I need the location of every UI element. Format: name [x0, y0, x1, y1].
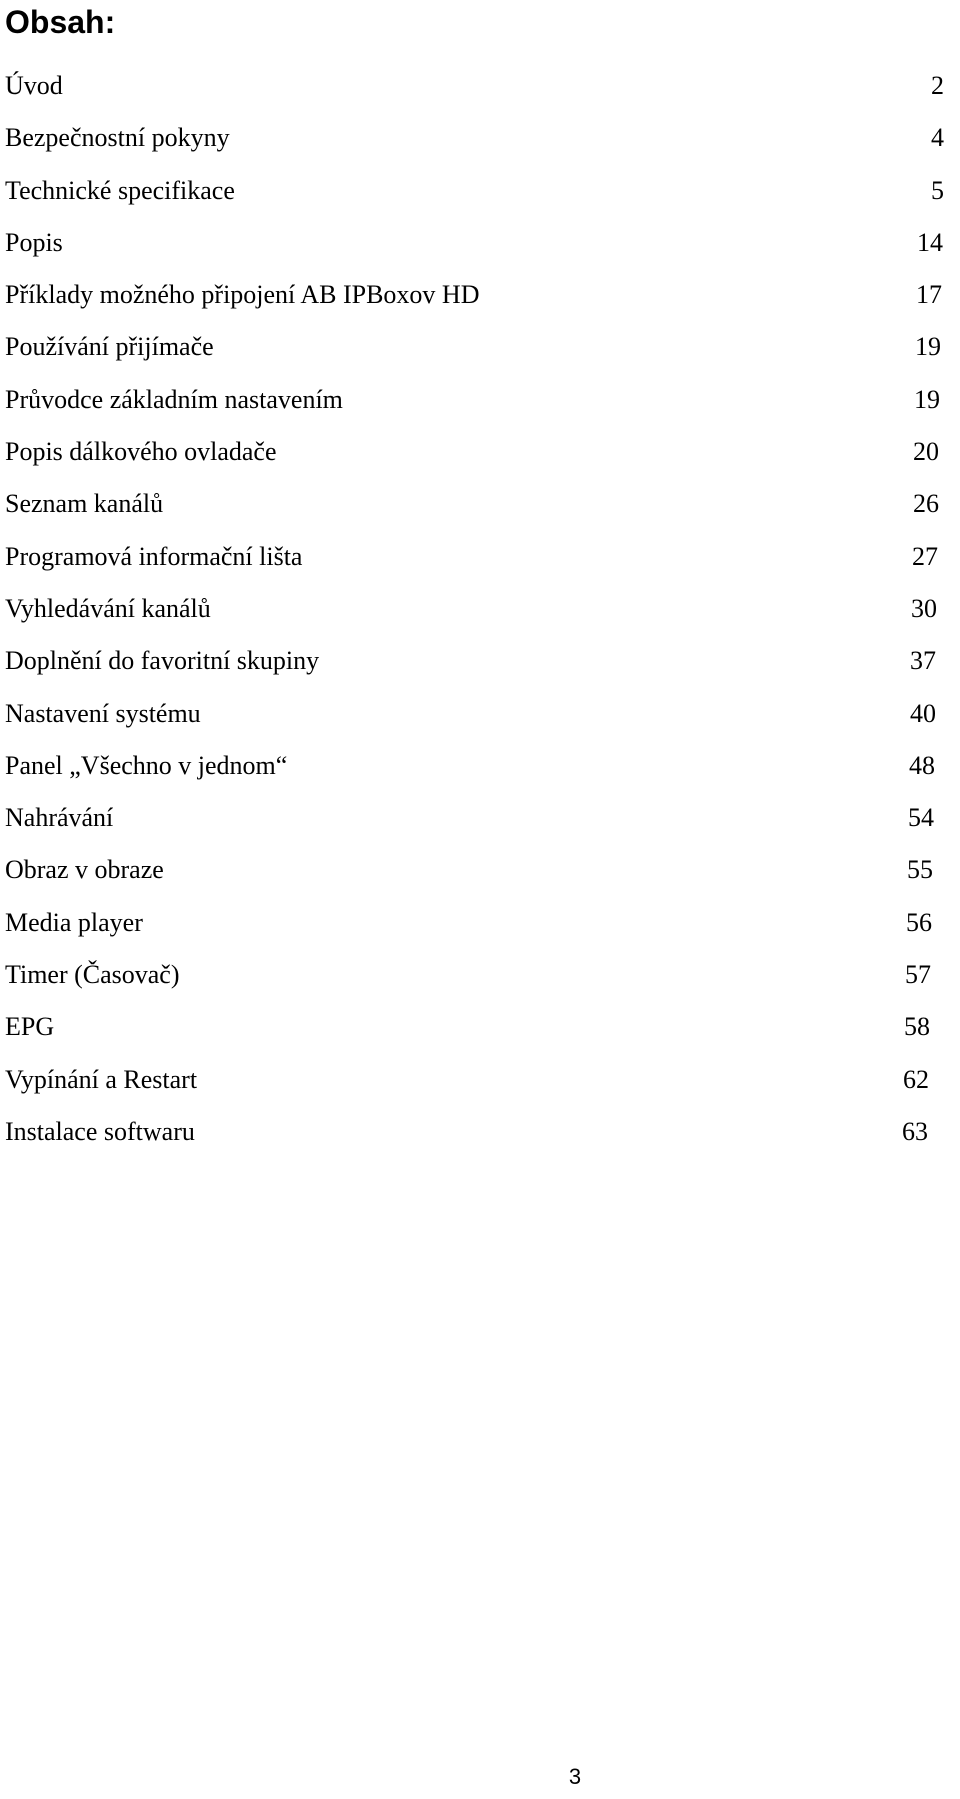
- toc-entry: [0, 323, 960, 375]
- toc-entry: [0, 1003, 960, 1055]
- toc-entry: [0, 428, 960, 480]
- toc-entry: [0, 480, 960, 532]
- toc-entry: [0, 62, 960, 114]
- toc-entry-page: 27: [912, 541, 938, 571]
- toc-entry: [0, 585, 960, 637]
- toc-entry-title: Seznam kanálů: [5, 489, 164, 519]
- toc-entry: [0, 114, 960, 166]
- toc-entry: [0, 951, 960, 1003]
- toc-entry-page: 54: [908, 803, 934, 833]
- toc-entry-page: 57: [905, 960, 931, 990]
- toc-entry-title: Průvodce základním nastavením: [5, 384, 343, 414]
- toc-entry: [0, 376, 960, 428]
- toc-entry-page: 62: [903, 1064, 929, 1094]
- toc-entry: [0, 1108, 960, 1160]
- toc-entry-title: Programová informační lišta: [5, 541, 303, 571]
- page-number: 3: [568, 1764, 582, 1789]
- toc-entry-page: 63: [902, 1116, 928, 1146]
- toc-entry-page: 14: [917, 227, 943, 257]
- toc-entry: [0, 637, 960, 689]
- toc-entry-title: Nastavení systému: [5, 698, 201, 728]
- toc-entry-page: 5: [931, 175, 944, 205]
- toc-entry: [0, 1056, 960, 1108]
- toc-entry-page: 17: [916, 280, 942, 310]
- toc-entry-title: Popis dálkového ovladače: [5, 437, 277, 467]
- toc-entry-title: Panel „Všechno v jednom“: [5, 750, 288, 780]
- toc-entry-title: Technické specifikace: [5, 175, 235, 205]
- toc-entry-title: Obraz v obraze: [5, 855, 164, 885]
- toc-entry: [0, 899, 960, 951]
- toc-entry-page: 56: [906, 907, 932, 937]
- table-of-contents: [0, 62, 960, 1160]
- toc-entry-title: Doplnění do favoritní skupiny: [5, 646, 320, 676]
- toc-entry-page: 20: [913, 437, 939, 467]
- toc-entry: [0, 742, 960, 794]
- toc-entry-title: EPG: [5, 1012, 55, 1042]
- toc-entry-page: 37: [910, 646, 936, 676]
- toc-entry-page: 19: [915, 332, 941, 362]
- toc-entry-title: Instalace softwaru: [5, 1116, 195, 1146]
- toc-entry: [0, 219, 960, 271]
- toc-entry-title: Používání přijímače: [5, 332, 214, 362]
- toc-entry: [0, 690, 960, 742]
- page-title: Obsah:: [5, 4, 116, 40]
- toc-entry: [0, 794, 960, 846]
- toc-entry-page: 55: [907, 855, 933, 885]
- toc-entry: [0, 846, 960, 898]
- toc-entry-page: 19: [914, 384, 940, 414]
- toc-entry-title: Popis: [5, 227, 63, 257]
- toc-entry-title: Bezpečnostní pokyny: [5, 123, 230, 153]
- toc-entry-title: Vypínání a Restart: [5, 1064, 198, 1094]
- toc-entry-page: 26: [913, 489, 939, 519]
- toc-entry-page: 2: [931, 71, 944, 100]
- toc-entry-page: 30: [911, 593, 937, 623]
- toc-entry: [0, 533, 960, 585]
- toc-entry-title: Media player: [5, 907, 143, 937]
- toc-entry-page: 4: [931, 123, 944, 153]
- toc-entry: [0, 167, 960, 219]
- toc-entry-page: 58: [904, 1012, 930, 1042]
- toc-entry-title: Timer (Časovač): [5, 960, 180, 990]
- toc-entry-title: Příklady možného připojení AB IPBoxov HD: [5, 280, 480, 310]
- toc-entry-title: Nahrávání: [5, 803, 114, 833]
- toc-entry: [0, 271, 960, 323]
- toc-entry-title: Vyhledávání kanálů: [5, 593, 211, 623]
- toc-entry-page: 40: [910, 698, 936, 728]
- toc-entry-page: 48: [909, 750, 935, 780]
- toc-entry-title: Úvod: [5, 71, 63, 100]
